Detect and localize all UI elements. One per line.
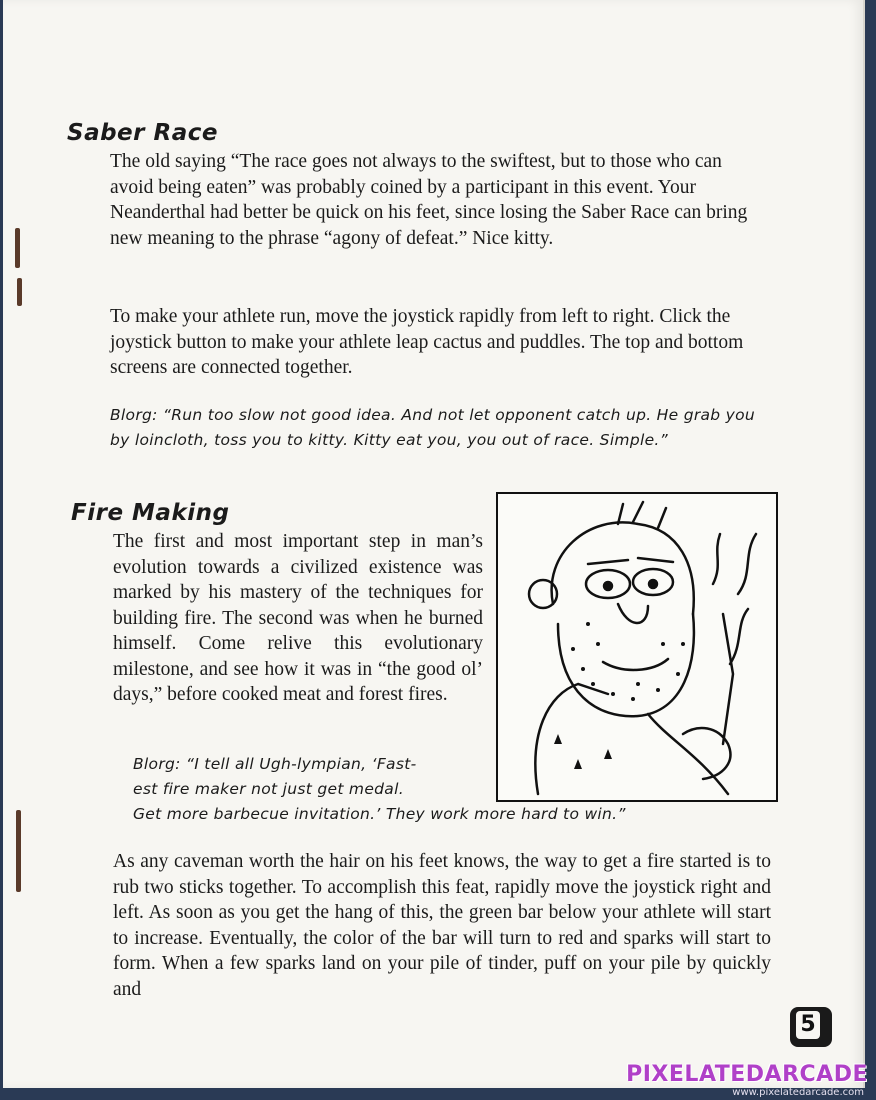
caveman-drawing-icon [498,494,775,799]
manual-page [3,0,865,1088]
fire-making-quote-line-1: Blorg: “I tell all Ugh-lympian, ‘Fast- [133,755,417,773]
saber-race-intro: The old saying “The race goes not always to the swiftest, but to those who can avoid being eaten” was probably coined by a participant in this event. Your Neanderthal had better be quick on his feet, since losing the Saber Race can bring new meaning to the phrase “agony of defeat.” Nice kitty. [110,151,748,249]
caveman-illustration [496,492,778,802]
fire-making-heading: Fire Making [71,500,230,526]
fire-making-quote-line-2: est fire maker not just get medal. [133,780,404,798]
watermark-brand: PIXELATEDARCADE [626,1062,868,1087]
watermark-url: www.pixelatedarcade.com [732,1087,864,1098]
page-number: 5 [796,1011,820,1039]
saber-race-heading: Saber Race [67,120,218,146]
saber-race-instructions: To make your athlete run, move the joystick rapidly from left to right. Click the joystick button to make your athlete leap cactus and puddles. The top and bottom screens are connected together. [110,306,744,378]
saber-race-blorg-quote: Blorg: “Run too slow not good idea. And not let opponent catch up. He grab you by loincloth, toss you to kitty. Kitty eat you, you out of race. Simple.” [110,406,756,449]
fire-making-intro: The first and most important step in man’s evolution towards a civilized existence was marked by his mastery of the techniques for building fire. The second was when he burned himself. Come relive this evolutionary milestone, and see how it was in “the good ol’ days,” before cooked meat and forest fires. [113,531,483,705]
page-number-badge [790,1007,832,1047]
fire-making-quote-line-3: Get more barbecue invitation.’ They work more hard to win.” [133,805,626,823]
staple-top-2 [17,278,22,306]
staple-top [15,228,20,268]
fire-making-instructions: As any caveman worth the hair on his feet knows, the way to get a fire started is to rub two sticks together. To accomplish this feat, rapidly move the joystick right and left. As soon as you get the hang of this, the green bar below your athlete will start to increase. Eventually, the color of the bar will turn to red and sparks will start to form. When a few sparks land on your pile of tinder, puff on your pile by quickly and [113,851,771,1000]
staple-bottom [16,810,21,892]
